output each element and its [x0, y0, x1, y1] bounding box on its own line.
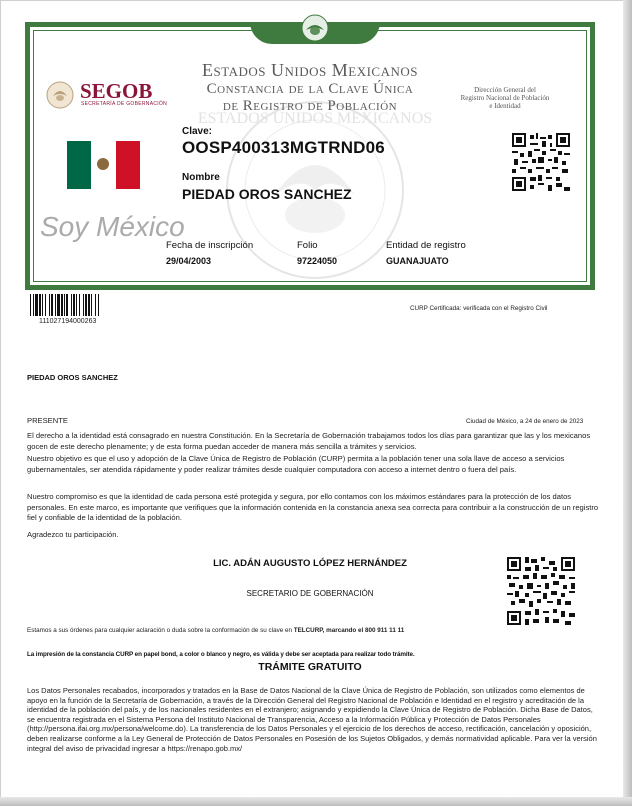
soy-mexico-slogan: Soy México [40, 211, 185, 242]
curp-certified-note: CURP Certificada: verificada con el Registro Civil [410, 305, 548, 312]
mexican-flag-icon [67, 141, 140, 189]
certificate-qr-code-icon [512, 133, 570, 191]
segob-logo-text: SEGOB [80, 79, 153, 103]
signer-title: SECRETARIO DE GOBERNACIÓN [246, 589, 374, 598]
folio-label: Folio [297, 240, 318, 251]
barcode-icon [30, 294, 125, 316]
title-line-2: Constancia de la Clave Única [206, 81, 414, 97]
paragraph-3: Nuestro compromiso es que la identidad de cada persona esté protegida y segura, por ello contamos con los máximos estándares para la protección de los datos personales. En este marco, es importante que verifiques que la información contenida en la constancia anexa sea correcta para contribuir a la construcción de un registro fiel y confiable de la identidad de la población. [27, 492, 599, 522]
contact-line [27, 627, 404, 634]
national-seal-icon [290, 20, 340, 48]
privacy-notice: Los Datos Personales recabados, incorporados y tratados en la Base de Datos Nacional de la Clave Única de Registro de Población, son utilizados como elementos de apoyo en la función de la Secretaría de Gobernación, a través de la Dirección General del Registro Nacional de Población e Identidad en el registro y acreditación de la identidad de la población del país, y de los nacionales residentes en el extranjero; asignando y expidiendo la Clave Única de Registro de Población. Dicha Base de Datos, se encuentra registrada en el Sistema Persona del Instituto Nacional de Transparencia, Acceso a la Información Pública y Protección de Datos Personales (http://persona.ifai.org.mx/persona/welcome.do). La transferencia de los Datos Personales y el ejercicio de los derechos de acceso, rectificación, cancelación y oposición, deben realizarse conforme a la Ley General de Protección de Datos Personales en Posesión de los Sujetos Obligados, y demás normatividad aplicable. Para ver la versión integral del aviso de privacidad ingresar a https://renapo.gob.mx/ [27, 686, 597, 753]
scroll-shadow-bottom [0, 797, 632, 806]
renapo-line-1: Dirección General del [474, 86, 536, 94]
paragraph-4: Agradezco tu participación. [27, 530, 119, 539]
date-line: Ciudad de México, a 24 de enero de 2023 [466, 418, 584, 425]
contact-line-text: Estamos a sus órdenes para cualquier aclaración o duda sobre la conformación de su clave en [27, 627, 292, 634]
renapo-line-3: e Identidad [489, 102, 521, 110]
nombre-label: Nombre [182, 172, 220, 183]
entidad-registro-value: GUANAJUATO [386, 256, 449, 266]
renapo-heading [445, 86, 565, 110]
telcurp-phone: TELCURP, marcando el 800 911 11 11 [293, 627, 405, 634]
print-validity-notice: La impresión de la constancia CURP en papel bond, a color o blanco y negro, es válida y debe ser aceptada para realizar todo trámite. [27, 651, 415, 658]
paragraph-2: Nuestro objetivo es que el uso y adopción de la Clave Única de Registro de Población (CURP) permita a la población tener una sola llave de acceso a servicios gubernamentales, ser atendida rápidamente y poder realizar trámites desde cualquier computadora con acceso a internet dentro o fuera del país. [27, 454, 565, 474]
fecha-inscripcion-value: 29/04/2003 [166, 256, 212, 266]
svg-text:ESTADOS UNIDOS MEXICANOS: ESTADOS UNIDOS MEXICANOS [197, 110, 433, 127]
presente-label: PRESENTE [27, 416, 68, 425]
segob-logo-subtitle: SECRETARÍA DE GOBERNACIÓN [81, 101, 168, 107]
tramite-gratuito: TRÁMITE GRATUITO [258, 661, 362, 673]
entidad-registro-label: Entidad de registro [386, 240, 466, 251]
paragraph-1: El derecho a la identidad está consagrado en nuestra Constitución. En la Secretaría de Gobernación trabajamos todos los días para garantizar que las y los mexicanos gocen de este derecho plenamente; y de esta forma puedan acceder de manera más sencilla a trámites y servicios. [27, 431, 591, 451]
nombre-value: PIEDAD OROS SANCHEZ [182, 186, 352, 202]
title-line-3: de Registro de Población [222, 98, 398, 114]
addressee-name: PIEDAD OROS SANCHEZ [27, 373, 118, 382]
signer-name: LIC. ADÁN AUGUSTO LÓPEZ HERNÁNDEZ [213, 558, 407, 569]
title-line-1: Estados Unidos Mexicanos [202, 60, 418, 80]
letter-qr-code-icon [507, 557, 575, 625]
renapo-line-2: Registro Nacional de Población [460, 94, 550, 102]
fecha-inscripcion-label: Fecha de inscripción [166, 240, 254, 251]
clave-label: Clave: [182, 126, 213, 137]
scroll-shadow-right [623, 0, 632, 806]
clave-value: OOSP400313MGTRND06 [182, 138, 385, 157]
folio-value: 97224050 [297, 256, 338, 266]
barcode-number: 111027194000263 [39, 318, 97, 325]
